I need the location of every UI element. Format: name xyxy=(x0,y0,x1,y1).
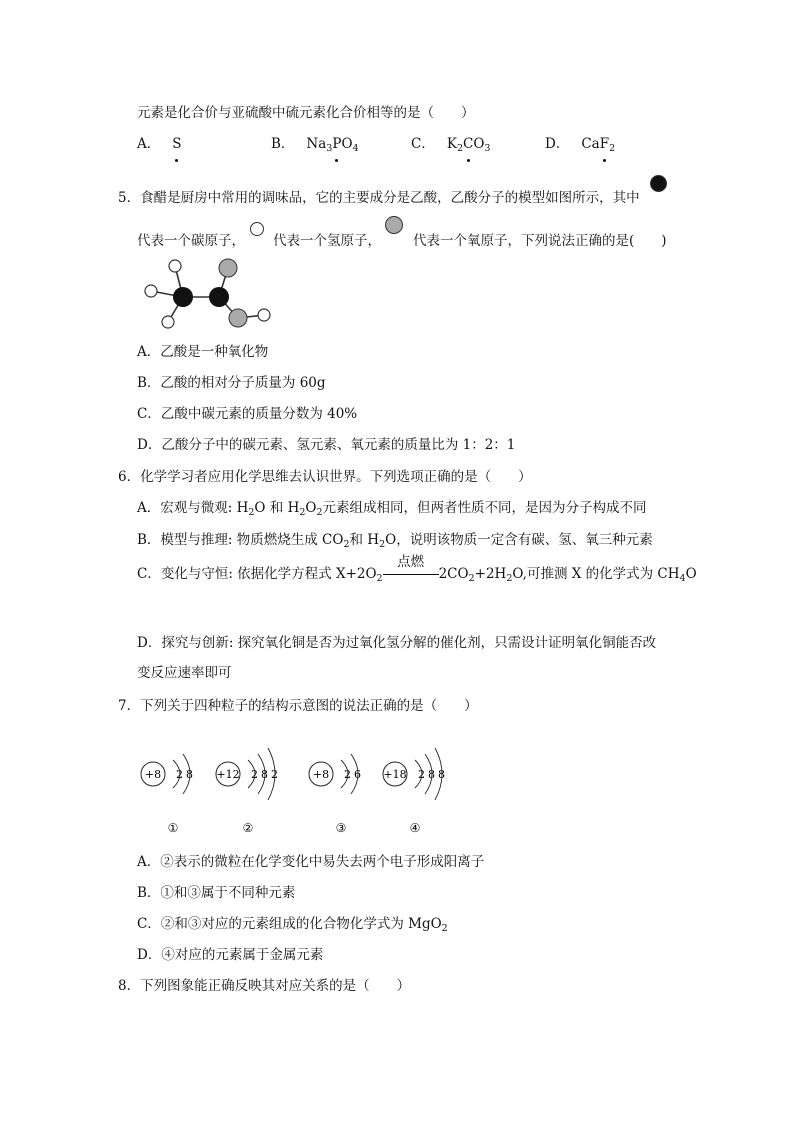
q4-stem: 元素是化合价与亚硫酸中硫元素化合价相等的是（ ） xyxy=(137,105,475,121)
text-fragment: O xyxy=(305,500,317,516)
q6-option-d-line2: 变反应速率即可 xyxy=(137,665,232,681)
atom-structure-diagram xyxy=(380,728,475,838)
q5-option-b: B．乙酸的相对分子质量为 60g xyxy=(137,375,326,391)
option-letter: A． xyxy=(137,136,161,152)
q6-option-c xyxy=(137,554,697,588)
electron-count: 2 xyxy=(418,768,425,781)
hydrogen-atom-icon xyxy=(162,316,174,328)
electron-count: 2 xyxy=(176,768,183,781)
subscript: 2 xyxy=(343,539,350,550)
hydrogen-atom-legend-icon xyxy=(250,222,264,236)
text-fragment: Ca xyxy=(581,136,600,152)
text-fragment: O xyxy=(341,136,353,152)
text-fragment: O xyxy=(473,136,485,152)
nucleus-charge: +8 xyxy=(312,768,330,781)
dotted-element-symbol: F xyxy=(599,136,610,152)
electron-count: 2 xyxy=(271,768,278,781)
nucleus-charge: +12 xyxy=(216,768,240,781)
text-fragment: O,可推测 X 的化学式为 CH xyxy=(512,566,680,582)
q6-option-a xyxy=(137,499,647,522)
q4-option-c xyxy=(411,135,490,158)
q6-option-d-line1: D．探究与创新: 探究氧化铜是否为过氧化氢分解的催化剂，只需设计证明氧化铜能否改 xyxy=(137,635,657,651)
q5-option-a: A．乙酸是一种氧化物 xyxy=(137,344,269,360)
option-letter: B． xyxy=(271,136,295,152)
q7-stem: 7．下列关于四种粒子的结构示意图的说法正确的是（ ） xyxy=(118,698,478,714)
carbon-atom-icon xyxy=(209,287,229,307)
reaction-arrow xyxy=(383,554,439,583)
carbon-atom-icon xyxy=(173,287,193,307)
subscript: 2 xyxy=(316,507,323,518)
subscript: 2 xyxy=(299,507,306,518)
subscript: 3 xyxy=(484,143,491,154)
text-fragment: C．②和③对应的元素组成的化合物化学式为 MgO xyxy=(137,916,442,932)
hydrogen-atom-icon xyxy=(258,309,270,321)
subscript: 2 xyxy=(379,539,386,550)
q5-stem: 5．食醋是厨房中常用的调味品，它的主要成分是乙酸，乙酸分子的模型如图所示，其中 xyxy=(118,190,640,206)
electron-count: 8 xyxy=(186,768,193,781)
text-fragment: B．模型与推理: 物质燃烧生成 CO xyxy=(137,532,344,548)
subscript: 2 xyxy=(376,573,383,584)
text-fragment: +2H xyxy=(474,566,507,582)
hydrogen-atom-icon xyxy=(169,260,181,272)
diagram-label: ① xyxy=(167,821,179,835)
q6-stem: 6．化学学习者应用化学思维去认识世界。下列选项正确的是（ ） xyxy=(118,469,532,485)
carbon-atom-legend-icon xyxy=(650,175,667,192)
q5-line2-carbon: 代表一个碳原子， xyxy=(137,233,245,249)
text-fragment: 和 H xyxy=(349,532,380,548)
q4-option-d xyxy=(545,135,615,158)
subscript: 3 xyxy=(326,143,333,154)
acetic-acid-molecule-model xyxy=(140,255,280,335)
q5-line2-hydrogen: 代表一个氢原子， xyxy=(273,233,381,249)
text-fragment: Na xyxy=(306,136,327,152)
q5-option-d: D．乙酸分子中的碳元素、氢元素、氧元素的质量比为 1：2：1 xyxy=(137,437,516,453)
dotted-element-symbol: C xyxy=(462,136,474,152)
subscript: 4 xyxy=(679,573,686,584)
q4-option-b xyxy=(271,135,359,158)
text-fragment: O xyxy=(685,566,697,582)
oxygen-atom-icon xyxy=(229,309,247,327)
text-fragment: C．变化与守恒: 依据化学方程式 X+2O xyxy=(137,566,377,582)
diagram-label: ③ xyxy=(335,821,347,835)
electron-count: 8 xyxy=(428,768,435,781)
option-letter: D． xyxy=(545,136,570,152)
q8-stem: 8．下列图象能正确反映其对应关系的是（ ） xyxy=(118,978,411,994)
text-fragment: O 和 H xyxy=(254,500,300,516)
dotted-element-symbol: P xyxy=(332,136,342,152)
q5-line2-oxygen: 代表一个氧原子，下列说法正确的是( ) xyxy=(413,233,667,249)
q7-option-d: D．④对应的元素属于金属元素 xyxy=(137,947,324,963)
nucleus-charge: +8 xyxy=(144,768,162,781)
q7-option-a: A．②表示的微粒在化学变化中易失去两个电子形成阳离子 xyxy=(137,854,485,870)
subscript: 2 xyxy=(456,143,463,154)
subscript: 2 xyxy=(248,507,255,518)
q7-option-b: B．①和③属于不同种元素 xyxy=(137,885,296,901)
q4-option-a xyxy=(137,135,182,153)
oxygen-atom-legend-icon xyxy=(385,216,403,234)
text-fragment: 元素组成相同，但两者性质不同，是因为分子构成不同 xyxy=(322,500,647,516)
q6-option-b xyxy=(137,531,653,554)
text-fragment: A．宏观与微观: H xyxy=(137,500,249,516)
electron-count: 8 xyxy=(261,768,268,781)
text-fragment: O，说明该物质一定含有碳、氢、氧三种元素 xyxy=(385,532,653,548)
electron-count: 2 xyxy=(251,768,258,781)
subscript: 2 xyxy=(506,573,513,584)
electron-count: 2 xyxy=(344,768,351,781)
diagram-label: ④ xyxy=(409,821,421,835)
subscript: 2 xyxy=(609,143,616,154)
q5-option-c: C．乙酸中碳元素的质量分数为 40% xyxy=(137,406,358,422)
hydrogen-atom-icon xyxy=(145,285,157,297)
subscript: 4 xyxy=(352,143,359,154)
text-fragment: 2CO xyxy=(438,566,469,582)
nucleus-charge: +18 xyxy=(383,768,407,781)
oxygen-atom-icon xyxy=(219,259,237,277)
text-fragment: K xyxy=(446,136,457,152)
subscript: 2 xyxy=(441,923,448,934)
q7-option-c xyxy=(137,915,448,938)
subscript: 2 xyxy=(468,573,475,584)
dotted-element-symbol: S xyxy=(172,136,182,152)
option-letter: C． xyxy=(411,136,435,152)
electron-count: 6 xyxy=(354,768,361,781)
reaction-condition: 点燃 xyxy=(397,554,425,570)
diagram-label: ② xyxy=(242,821,254,835)
atom-structure-diagram xyxy=(213,728,308,838)
electron-count: 8 xyxy=(438,768,445,781)
